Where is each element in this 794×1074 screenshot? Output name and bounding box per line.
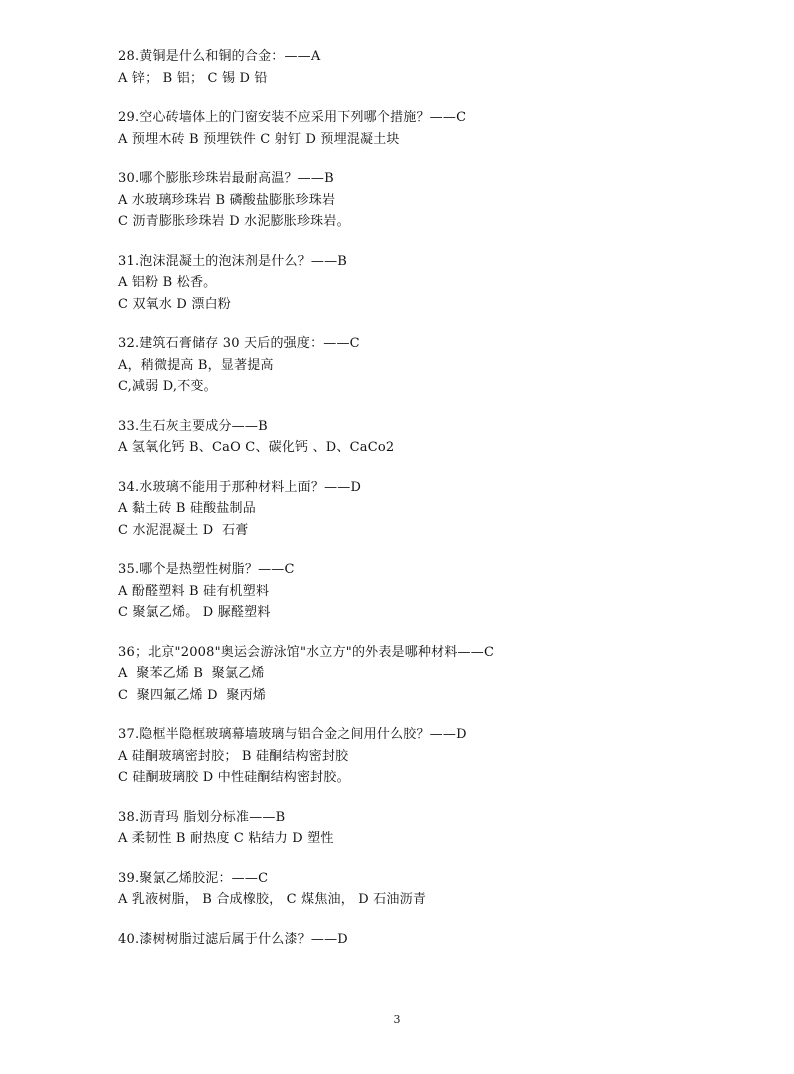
page-number: 3 bbox=[393, 1013, 401, 1026]
answer-options: A 水玻璃珍珠岩 B 磷酸盐膨胀珍珠岩 bbox=[118, 192, 336, 208]
question-block bbox=[118, 642, 718, 707]
answer-options: C 聚四氟乙烯 D 聚丙烯 bbox=[118, 687, 267, 703]
question-stem: 38.沥青玛 脂划分标准——B bbox=[118, 809, 286, 825]
question-block bbox=[118, 333, 718, 398]
question-stem: 37.隐框半隐框玻璃幕墙玻璃与铝合金之间用什么胶？——D bbox=[118, 727, 467, 742]
answer-options: A 聚苯乙烯 B 聚氯乙烯 bbox=[118, 666, 265, 681]
question-list bbox=[118, 46, 718, 968]
answer-options: A 铝粉 B 松香。 bbox=[118, 275, 217, 290]
answer-options: A 酚醛塑料 B 硅有机塑料 bbox=[118, 583, 270, 599]
answer-options: C 聚氯乙烯。 D 脲醛塑料 bbox=[118, 605, 271, 620]
question-stem: 28.黄铜是什么和铜的合金：——A bbox=[118, 49, 321, 64]
question-stem: 40.漆树树脂过滤后属于什么漆？——D bbox=[118, 931, 348, 947]
question-stem: 31.泡沫混凝土的泡沫剂是什么？——B bbox=[118, 253, 348, 269]
question-stem: 35.哪个是热塑性树脂？——C bbox=[118, 562, 295, 577]
answer-options: C 硅酮玻璃胶 D 中性硅酮结构密封胶。 bbox=[118, 770, 350, 785]
answer-options: A 柔韧性 B 耐热度 C 粘结力 D 塑性 bbox=[118, 831, 334, 846]
answer-options: A，稍微提高 B，显著提高 bbox=[118, 357, 274, 373]
answer-options: A 锌； B 铝； C 锡 D 铅 bbox=[118, 70, 268, 86]
question-block bbox=[118, 559, 718, 624]
answer-options: A 乳液树脂， B 合成橡胶， C 煤焦油， D 石油沥青 bbox=[118, 892, 427, 907]
question-block bbox=[118, 929, 718, 951]
answer-options: A 黏土砖 B 硅酸盐制品 bbox=[118, 501, 256, 516]
question-stem: 33.生石灰主要成分——B bbox=[118, 418, 268, 434]
question-block bbox=[118, 46, 718, 89]
question-stem: 30.哪个膨胀珍珠岩最耐高温？——B bbox=[118, 171, 334, 186]
question-block bbox=[118, 724, 718, 789]
answer-options: C 沥青膨胀珍珠岩 D 水泥膨胀珍珠岩。 bbox=[118, 214, 350, 229]
answer-options: A 预埋木砖 B 预埋铁件 C 射钉 D 预埋混凝土块 bbox=[118, 131, 400, 147]
question-block bbox=[118, 168, 718, 233]
question-block bbox=[118, 416, 718, 459]
answer-options: C 水泥混凝土 D 石膏 bbox=[118, 522, 249, 538]
question-block bbox=[118, 807, 718, 850]
question-block bbox=[118, 251, 718, 316]
question-stem: 34.水玻璃不能用于那种材料上面？——D bbox=[118, 479, 362, 495]
question-block bbox=[118, 868, 718, 911]
answer-options: C,减弱 D,不变。 bbox=[118, 379, 217, 394]
question-block bbox=[118, 477, 718, 542]
question-stem: 36；北京"2008"奥运会游泳馆"水立方"的外表是哪种材料——C bbox=[118, 644, 495, 660]
answer-options: C 双氧水 D 漂白粉 bbox=[118, 296, 231, 312]
question-stem: 39.聚氯乙烯胶泥：——C bbox=[118, 870, 269, 886]
answer-options: A 氢氧化钙 B、CaO C、碳化钙 、D、CaCo2 bbox=[118, 440, 395, 455]
question-block bbox=[118, 107, 718, 150]
question-stem: 29.空心砖墙体上的门窗安装不应采用下列哪个措施？——C bbox=[118, 110, 467, 125]
question-stem: 32.建筑石膏储存 30 天后的强度：——C bbox=[118, 336, 360, 351]
answer-options: A 硅酮玻璃密封胶； B 硅酮结构密封胶 bbox=[118, 748, 349, 764]
